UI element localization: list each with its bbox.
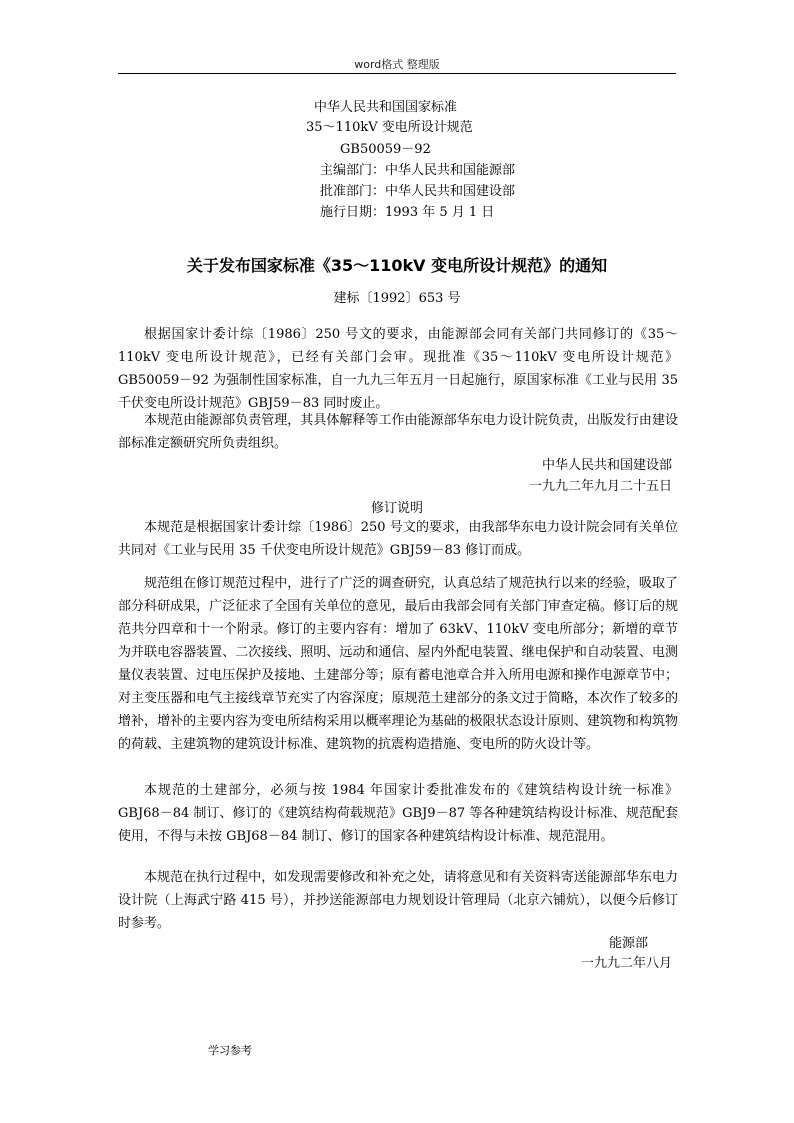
page-footer: 学习参考 <box>208 1044 252 1057</box>
notice-paragraph-1: 根据国家计委计综〔1986〕250 号文的要求，由能源部会同有关部门共同修订的《35～110kV 变电所设计规范》，已经有关部门会审。现批准《35～110kV 变电所设计规范》GB50059－92 为强制性国家标准，自一九九三年五月一日起施行，原国家标准《工业与民用 35 千伏变电所设计规范》GBJ59－83 同时废止。 <box>118 327 678 411</box>
revision-paragraph-4: 本规范在执行过程中，如发现需要修改和补充之处，请将意见和有关资料寄送能源部华东电力设计院（上海武宁路 415 号），并抄送能源部电力规划设计管理局（北京六铺炕），以便今后修订时参考。 <box>118 870 678 931</box>
approver-dept: 批准部门：中华人民共和国建设部 <box>320 184 516 199</box>
effective-date: 施行日期：1993 年 5 月 1 日 <box>320 205 495 220</box>
page-header: word格式 整理版 <box>354 58 440 71</box>
standard-name: 35～110kV 变电所设计规范 <box>306 120 473 135</box>
header-rule <box>118 73 676 74</box>
notice-paragraph-2: 本规范由能源部负责管理，其具体解释等工作由能源部华东电力设计院负责，出版发行由建设部标准定额研究所负责组织。 <box>118 413 678 451</box>
notice-date: 一九九二年九月二十五日 <box>528 479 672 494</box>
revision-signer: 能源部 <box>608 936 648 951</box>
notice-title: 关于发布国家标准《35～110kV 变电所设计规范》的通知 <box>186 256 608 275</box>
revision-paragraph-2: 规范组在修订规范过程中，进行了广泛的调查研究，认真总结了规范执行以来的经验，吸取了部分科研成果，广泛征求了全国有关单位的意见，最后由我部会同有关部门审查定稿。修订后的规范共分四章和十一个附录。修订的主要内容有：增加了 63kV、110kV 变电所部分；新增的章节为并联电容器装置、二次接线、照明、远动和通信、屋内外配电装置、继电保护和自动装置、电测量仪表装置、过电压保护及接地、土建部分等；原有蓄电池章合并入所用电源和操作电源章节中；对主变压器和电气主接线章节充实了内容深度；原规范土建部分的条文过于简略，本次作了较多的增补，增补的主要内容为变电所结构采用以概率理论为基础的极限状态设计原则、建筑物和构筑物的荷载、主建筑物的建筑设计标准、建筑物的抗震构造措施、变电所的防火设计等。 <box>118 576 678 752</box>
standard-title: 中华人民共和国国家标准 <box>314 100 458 115</box>
notice-doc-number: 建标〔1992〕653 号 <box>333 291 461 306</box>
revision-date: 一九九二年八月 <box>580 956 672 971</box>
revision-heading: 修订说明 <box>370 501 423 516</box>
editor-dept: 主编部门：中华人民共和国能源部 <box>320 163 516 178</box>
revision-paragraph-1: 本规范是根据国家计委计综〔1986〕250 号文的要求，由我部华东电力设计院会同有关单位共同对《工业与民用 35 千伏变电所设计规范》GBJ59－83 修订而成。 <box>118 520 678 558</box>
standard-code: GB50059－92 <box>340 142 431 157</box>
notice-signer: 中华人民共和国建设部 <box>541 458 672 473</box>
revision-paragraph-3: 本规范的土建部分，必须与按 1984 年国家计委批准发布的《建筑结构设计统一标准》GBJ68－84 制订、修订的《建筑结构荷载规范》GBJ9－87 等各种建筑结构设计标准、规范配套使用，不得与未按 GBJ68－84 制订、修订的国家各种建筑结构设计标准、规范混用。 <box>118 783 678 844</box>
